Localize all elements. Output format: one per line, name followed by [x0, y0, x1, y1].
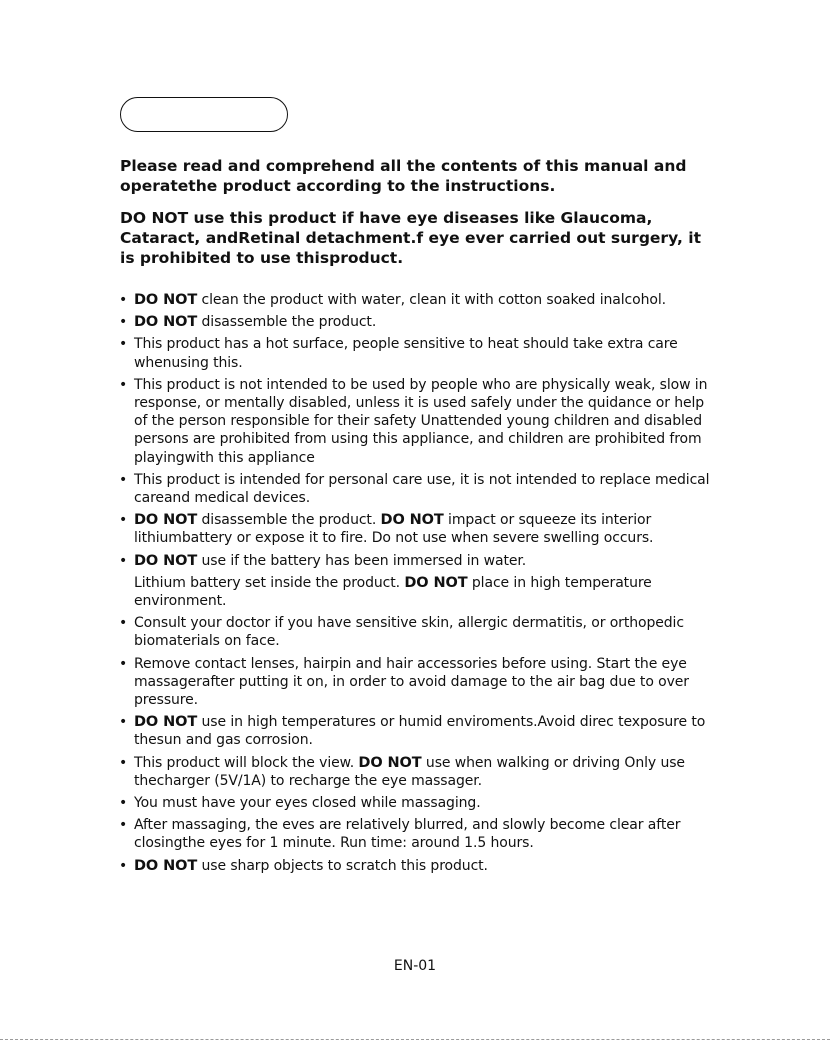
warning-item [118, 713, 710, 749]
intro-paragraph-2: DO NOT use this product if have eye diseases like Glaucoma, Cataract, andRetinal detachment.f eye ever carried out surgery, it is prohibited to use thisproduct. [120, 209, 701, 267]
warning-text: Remove contact lenses, hairpin and hair accessories before using. Start the eye massagerafter putting it on, in order to avoid damage to the air bag due to over pressure. [134, 655, 689, 709]
do-not-label: DO NOT [380, 512, 444, 529]
warning-text: place in high temperature environment. [134, 574, 652, 610]
warning-text: clean the product with water, clean it with cotton soaked inalcohol. [197, 292, 666, 308]
do-not-label: DO NOT [134, 857, 198, 874]
do-not-label: DO NOT [134, 292, 198, 308]
page-number: EN-01 [393, 958, 437, 974]
warning-item [118, 313, 710, 331]
warning-text: use if the battery has been immersed in water. [197, 552, 527, 569]
warning-text: use sharp objects to scratch this product. [197, 857, 488, 874]
warning-item [118, 552, 710, 611]
warning-text: impact or squeeze its interior lithiumbattery or expose it to fire. Do not use when severe swelling occurs. [134, 512, 654, 547]
warning-text: This product will block the view. [134, 754, 359, 771]
warning-item [118, 794, 710, 812]
do-not-label: DO NOT [404, 574, 468, 591]
warning-list [118, 291, 710, 879]
do-not-label: DO NOT [134, 314, 198, 331]
warning-item [118, 291, 710, 309]
warning-text: After massaging, the eves are relatively blurred, and slowly become clear after closingthe eyes for 1 minute. Run time: around 1.5 hours. [134, 817, 681, 852]
do-not-label: DO NOT [134, 512, 198, 529]
warning-item [118, 614, 710, 650]
warning-text: This product is not intended to be used by people who are physically weak, slow in response, or mentally disabled, unless it is used safely under the quidance or help of the person responsible for their safety Unattended young children and disabled persons are prohibited from using this appliance, and children are prohibited from playingwith this appliance [134, 376, 708, 466]
warning-text: disassemble the product. [197, 512, 381, 529]
bottom-dashed-divider [0, 1039, 830, 1040]
warning-item [118, 816, 710, 852]
warning-text: Consult your doctor if you have sensitive skin, allergic dermatitis, or orthopedic biomaterials on face. [134, 615, 684, 650]
warning-item [118, 335, 710, 371]
do-not-label: DO NOT [134, 552, 198, 569]
warning-item [118, 376, 710, 467]
warning-text: This product has a hot surface, people sensitive to heat should take extra care whenusing this. [134, 336, 678, 371]
warning-text: use when walking or driving Only use thecharger (5V/1A) to recharge the eye massager. [134, 754, 685, 789]
warning-item [118, 511, 710, 547]
warning-text: Lithium battery set inside the product. [134, 574, 405, 591]
warning-item [118, 857, 710, 875]
intro-paragraph-1: Please read and comprehend all the contents of this manual and operatethe product according to the instructions. [120, 157, 687, 195]
warning-item [118, 754, 710, 790]
warning-text: disassemble the product. [197, 314, 377, 331]
warning-text: You must have your eyes closed while massaging. [134, 795, 481, 812]
header-pill-frame [120, 97, 288, 132]
warning-item [118, 655, 710, 710]
do-not-label: DO NOT [358, 754, 422, 771]
warning-subline [134, 574, 710, 610]
warning-item [118, 471, 710, 507]
warning-text: This product is intended for personal care use, it is not intended to replace medical careand medical devices. [134, 471, 710, 507]
do-not-label: DO NOT [134, 714, 198, 731]
warning-text: use in high temperatures or humid enviroments.Avoid direc texposure to thesun and gas corrosion. [134, 714, 706, 749]
